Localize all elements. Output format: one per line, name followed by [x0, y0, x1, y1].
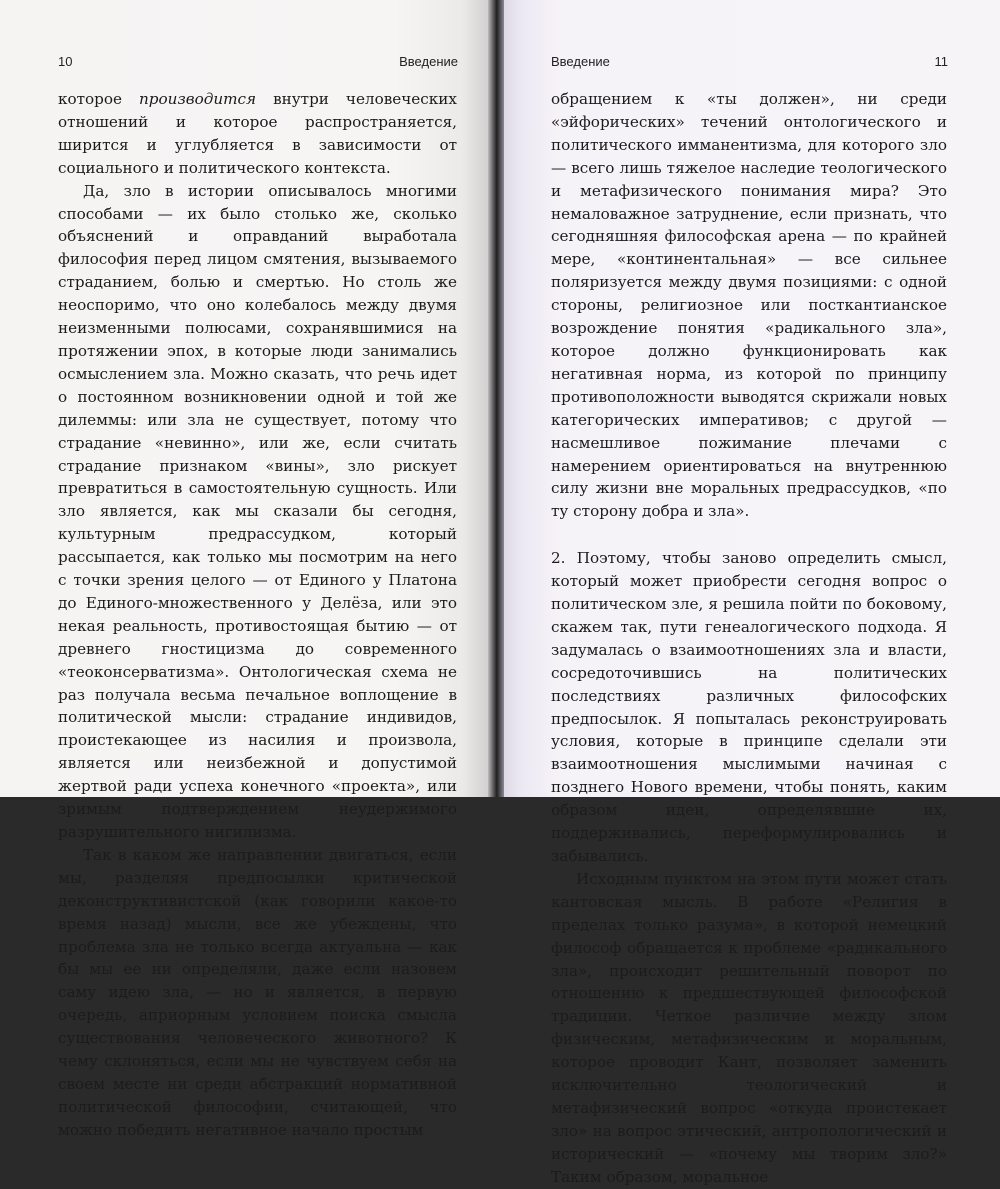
paragraph: обращением к «ты должен», ни среди «эйфорических» течений онтологического и политического имманентизма, для которого зло — всего лишь тяжелое наследие теологического и метафизического понимания мира? Это немаловажное затруднение, если признать, что сегодняшняя философская арена — по крайней мере, «континентальная» — все сильнее поляризуется между двумя позициями: с одной стороны, религиозное или посткантианское возрождение понятия «радикального зла», которое должно функционировать как негативная норма, из которой по принципу противоположности выводятся скрижали новых категорических императивов; с другой — насмешливое пожимание плечами с намерением ориентироваться на внутреннюю силу жизни вне моральных предрассудков, «по ту сторону добра и зла».: [551, 90, 947, 521]
section-paragraph: 2. Поэтому, чтобы заново определить смысл, который может приобрести сегодня вопрос о политическом зле, я решила пойти по боковому, скажем так, пути генеалогического подхода. Я задумалась о взаимоотношениях зла и власти, сосредоточившись на политических последствиях различных философских предпосылок. Я попыталась реконструировать условия, которые в принципе сделали эти взаимоотношения мыслимыми начиная с позднего Нового времени, чтобы понять, каким образом идеи, определявшие их, поддерживались, переформулировались и забывались.: [551, 549, 947, 865]
right-page: [500, 0, 1000, 1186]
running-head: Введение: [399, 54, 458, 69]
body-text: [551, 88, 947, 1189]
paragraph: Исходным пунктом на этом пути может стать кантовская мысль. В работе «Религия в пределах только разума», в которой немецкий философ обращается к проблеме «радикального зла», происходит решительный поворот по отношению к предшествующей философской традиции. Четкое различие между злом физическим, метафизическим и моральным, которое проводит Кант, позволяет заменить исключительно теологический и метафизический вопрос «откуда проистекает зло» на вопрос этический, антропологический и исторический — «почему мы творим зло?» Таким образом, моральное: [551, 869, 947, 1186]
book-gutter: [488, 0, 504, 797]
text-run: которое: [58, 90, 140, 108]
body-text: [58, 88, 457, 1142]
paragraph: [58, 88, 457, 180]
running-head: Введение: [551, 54, 610, 69]
page-number: 10: [58, 54, 73, 69]
text-run: внутри человеческих отношений и которое распространяется, ширится и углубляется в зависимости от социального и политического контекста.: [58, 90, 457, 177]
page-number: 11: [934, 54, 948, 69]
paragraph: Так в каком же направлении двигаться, если мы, разделяя предпосылки критической деконструктивистской (как говорили какое-то время назад) мысли, все же убеждены, что проблема зла не только всегда актуальна — как бы мы ее ни определяли, даже если назовем саму идею зла, — но и является, в первую очередь, априорным условием поиска смысла существования человеческого животного? К чему склоняться, если мы не чувствуем себя на своем месте ни среди абстракций нормативной политической философии, считающей, что можно победить негативное начало простым: [58, 845, 457, 1139]
left-page: [0, 0, 492, 1139]
paragraph: Да, зло в истории описывалось многими способами — их было столько же, сколько объяснений и оправданий выработала философия перед лицом смятения, вызываемого страданием, болью и смертью. Но столь же неоспоримо, что оно колебалось между двумя неизменными полюсами, сохранявшимися на протяжении эпох, в которые люди занимались осмыслением зла. Можно сказать, что речь идет о постоянном возникновении одной и той же дилеммы: или зла не существует, потому что страдание «невинно», или же, если считать страдание признаком «вины», зло рискует превратиться в самостоятельную сущность. Или зло является, как мы сказали бы сегодня, культурным предрассудком, который рассыпается, как только мы посмотрим на него с точки зрения целого — от Единого у Платона до Единого-множественного у Делёза, или это некая реальность, противостоящая бытию — от древнего гностицизма до современного «теоконсерватизма». Онтологическая схема не раз получала весьма печальное воплощение в политической мысли: страдание индивидов, проистекающее из насилия и произвола, является или неизбежной и допустимой жертвой ради успеха конечного «проекта», или зримым подтверждением неудержимого разрушительного нигилизма.: [58, 181, 457, 841]
emphasis: производится: [139, 90, 257, 108]
